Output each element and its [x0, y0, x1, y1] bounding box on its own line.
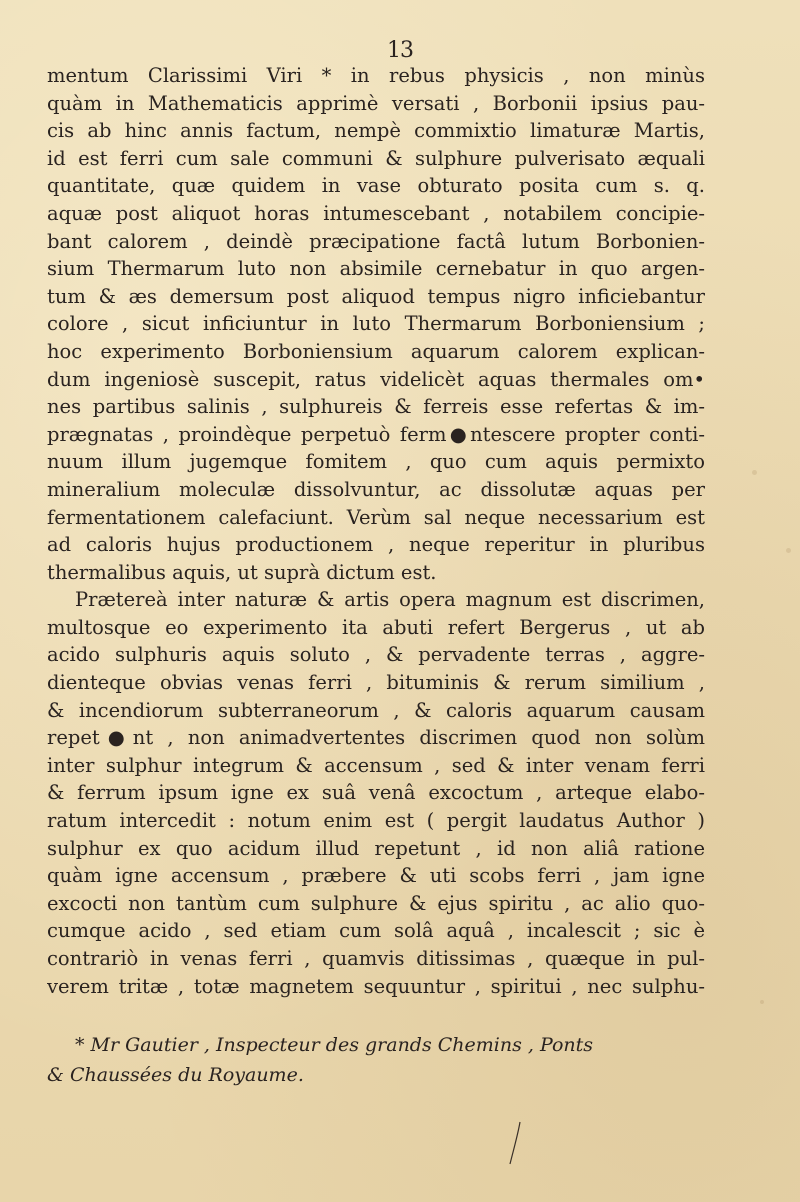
pencil-stroke-mark	[508, 1120, 522, 1166]
text-line: dum ingeniosè suscepit, ratus videlicèt aquas thermales om•	[47, 367, 705, 391]
text-line: colore , sicut inficiuntur in luto Thermarum Borboniensium ;	[47, 312, 705, 336]
text-line: dienteque obvias venas ferri , bituminis & rerum similium ,	[47, 671, 705, 695]
text-line: mineralium moleculæ dissolvuntur, ac dissolutæ aquas per	[47, 477, 705, 501]
text-line: quàm igne accensum , præbere & uti scobs ferri , jam igne	[47, 864, 705, 888]
text-line: prægnatas , proindèque perpetuò ferm●ntescere propter conti-	[47, 422, 705, 446]
text-line: acido sulphuris aquis soluto , & pervadente terras , aggre-	[47, 643, 705, 667]
text-line: cis ab hinc annis factum, nempè commixtio limaturæ Martis,	[47, 119, 705, 143]
text-line: aquæ post aliquot horas intumescebant , notabilem concipie-	[47, 201, 705, 225]
text-line: id est ferri cum sale communi & sulphure pulverisato æquali	[47, 146, 705, 170]
text-line: tum & æs demersum post aliquod tempus nigro inficiebantur	[47, 284, 705, 308]
text-line: sium Thermarum luto non absimile cernebatur in quo argen-	[47, 257, 705, 281]
text-line: multosque eo experimento ita abuti refert Bergerus , ut ab	[47, 615, 705, 639]
paper-stain	[786, 548, 791, 553]
text-line: quantitate, quæ quidem in vase obturato posita cum s. q.	[47, 174, 705, 198]
text-line: excocti non tantùm cum sulphure & ejus spiritu , ac alio quo-	[47, 891, 705, 915]
text-line: & ferrum ipsum igne ex suâ venâ excoctum , arteque elabo-	[47, 781, 705, 805]
text-line: quàm in Mathematicis apprimè versati , Borbonii ipsius pau-	[47, 91, 705, 115]
text-line: fermentationem calefaciunt. Verùm sal neque necessarium est	[47, 505, 705, 529]
text-line: repet●nt , non animadvertentes discrimen quod non solùm	[47, 726, 705, 750]
text-line: mentum Clarissimi Viri * in rebus physicis , non minùs	[47, 64, 705, 87]
text-line: bant calorem , deindè præcipatione factâ lutum Borbonien-	[47, 229, 705, 253]
text-line: ratum intercedit : notum enim est ( pergit laudatus Author )	[47, 809, 705, 833]
page-number: 13	[387, 38, 413, 63]
text-line: inter sulphur integrum & accensum , sed & inter venam ferri	[47, 753, 705, 777]
text-line: & incendiorum subterraneorum , & caloris aquarum causam	[47, 698, 705, 722]
text-line: nes partibus salinis , sulphureis & ferreis esse refertas & im-	[47, 395, 705, 419]
text-line: ad caloris hujus productionem , neque reperitur in pluribus	[47, 533, 705, 557]
paper-stain	[760, 1000, 764, 1004]
text-line: hoc experimento Borboniensium aquarum calorem explican-	[47, 339, 705, 363]
paper-stain	[752, 470, 757, 475]
text-line: sulphur ex quo acidum illud repetunt , id non aliâ ratione	[47, 836, 705, 860]
paragraph-start-line: Prætereà inter naturæ & artis opera magnum est discrimen,	[75, 588, 705, 612]
footnote	[47, 1030, 705, 1090]
text-line: cumque acido , sed etiam cum solâ aquâ , incalescit ; sic è	[47, 919, 705, 943]
paragraph-end-line: thermalibus aquis, ut suprà dictum est.	[47, 560, 437, 584]
footnote-line: * Mr Gautier , Inspecteur des grands Chemins , Ponts	[75, 1034, 594, 1056]
text-line: nuum illum jugemque fomitem , quo cum aquis permixto	[47, 450, 705, 474]
text-line: verem tritæ , totæ magnetem sequuntur , spiritui , nec sulphu-	[47, 974, 705, 998]
footnote-line: & Chaussées du Royaume.	[47, 1064, 304, 1086]
main-text-block	[47, 62, 705, 1000]
text-line: contrariò in venas ferri , quamvis ditissimas , quæque in pul-	[47, 947, 705, 970]
